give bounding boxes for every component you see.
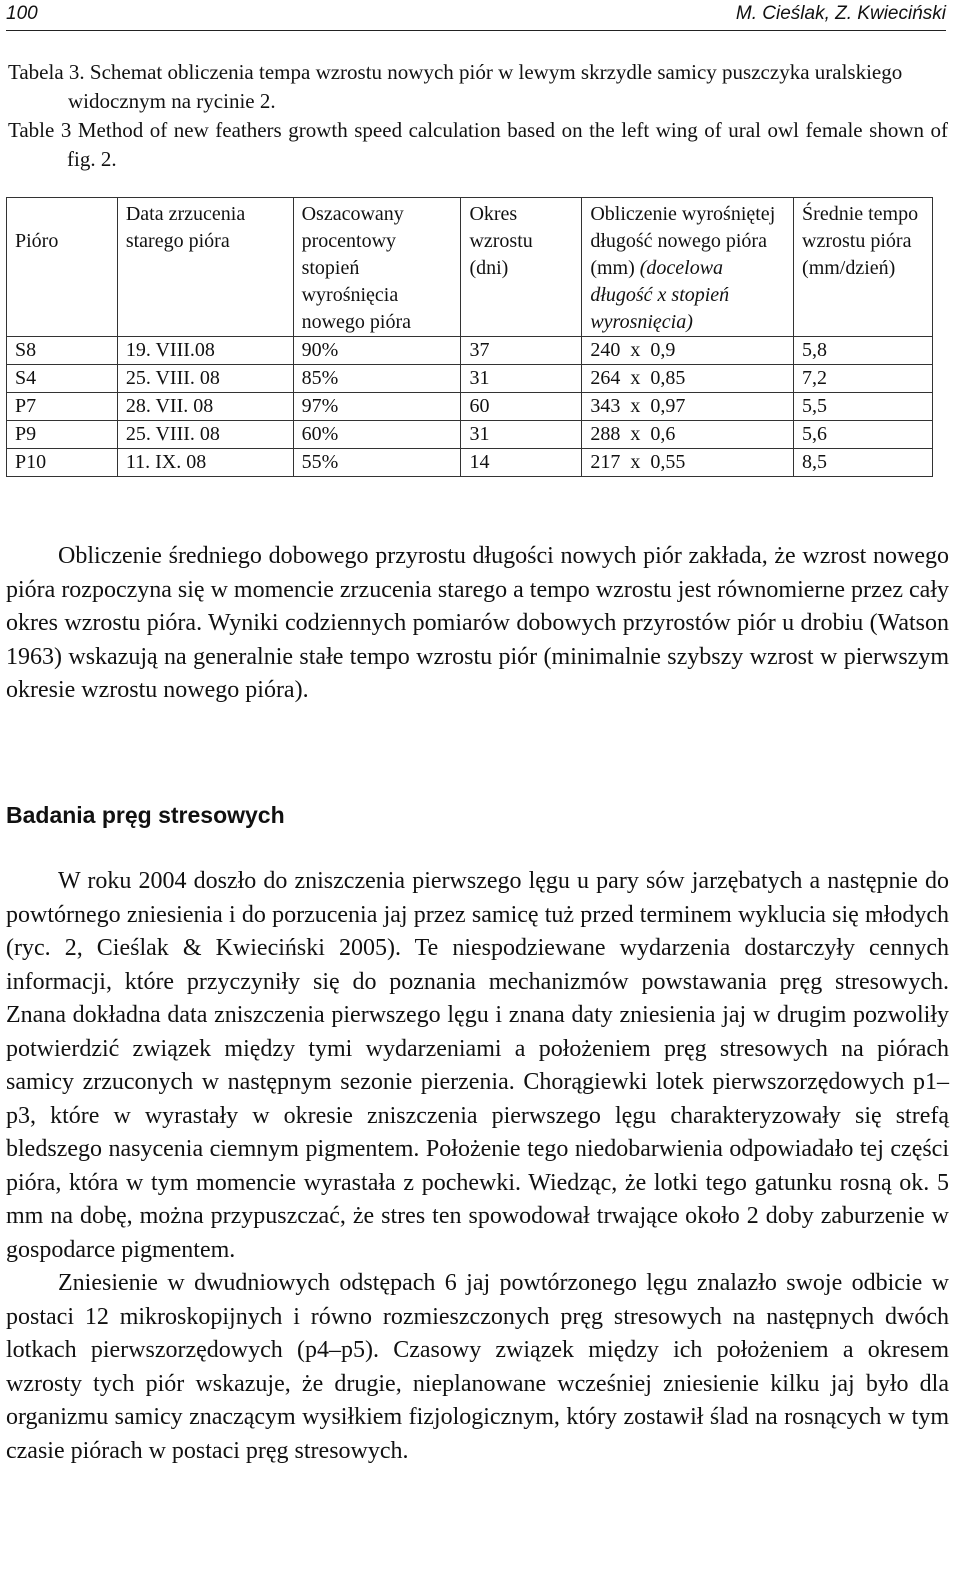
cell-drop-date: 11. IX. 08 — [117, 449, 293, 477]
cell-length-calculation: 240 x 0,9 — [582, 337, 794, 365]
cell-growth-period: 37 — [461, 337, 582, 365]
header-drop-date: Data zrzucenia starego pióra — [117, 198, 293, 337]
table-row — [7, 421, 933, 449]
header-feather: Pióro — [7, 198, 118, 337]
cell-drop-date: 25. VIII. 08 — [117, 421, 293, 449]
header-growth-period: Okres wzrostu (dni) — [461, 198, 582, 337]
cell-estimated-growth: 85% — [293, 365, 461, 393]
cell-length-calculation: 343 x 0,97 — [582, 393, 794, 421]
cell-drop-date: 28. VII. 08 — [117, 393, 293, 421]
header-length-calculation: Obliczenie wyrośniętej długość nowego pióra (mm) (docelowa długość x stopień wyrosnięcia) — [582, 198, 794, 337]
caption-polish: Tabela 3. Schemat obliczenia tempa wzrostu nowych piór w lewym skrzydle samicy puszczyka uralskiego widocznym na rycinie 2. — [8, 60, 903, 113]
cell-drop-date: 19. VIII.08 — [117, 337, 293, 365]
paragraph: Zniesienie w dwudniowych odstępach 6 jaj powtórzonego lęgu znalazło swoje odbicie w postaci 12 mikroskopijnych i równo rozmieszczonych pręg stresowych na następnych dwóch lotkach pierwszorzędowych (p4–p5). Czasowy związek między ich położeniem a okresem wzrosty tych piór wskazuje, że drugie, nieplanowane wcześniej zniesienie kilku jaj było dla organizmu samicy znaczącym wysiłkiem fizjologicznym, który zostawił ślad na rosnących w tym czasie piórach w postaci pręg stresowych. — [6, 1270, 949, 1464]
cell-feather: S4 — [7, 365, 118, 393]
cell-growth-rate: 5,6 — [794, 421, 933, 449]
body-text-block-1 — [6, 540, 949, 708]
cell-growth-period: 31 — [461, 365, 582, 393]
page-number: 100 — [6, 3, 38, 24]
paragraph: W roku 2004 doszło do zniszczenia pierwszego lęgu u pary sów jarzębatych a następnie do powtórnego zniesienia i do porzucenia jaj przez samicę tuż przed terminem wyklucia się młodych (ryc. 2, Cieślak & Kwieciński 2005). Te niespodziewane wydarzenia dostarczyły cennych informacji, które przyczyniły się do poznania mechanizmów powstawania pręg stresowych. Znana dokładna data zniszczenia pierwszego lęgu i znana daty zniesienia jaj w drugim pozwoliły potwierdzić związek między tymi wydarzeniami a położeniem pręg stresowych na piórach samicy zrzuconych w następnym sezonie pierzenia. Chorągiewki lotek pierwszorzędowych p1–p3, które w wyrastały w okresie zniszczenia pierwszego lęgu charakteryzowały się strefą bledszego nasycenia ciemnym pigmentem. Położenie tego niedobarwienia odpowiadało tej części pióra, która w tym momencie wyrastała z pochewki. Wiedząc, że lotki tego gatunku rosną ok. 5 mm na dobę, można przypuszczać, że stres ten spowodował trwające około 2 doby zaburzenie w gospodarce pigmentem. — [6, 868, 949, 1263]
cell-length-calculation: 288 x 0,6 — [582, 421, 794, 449]
cell-length-calculation: 217 x 0,55 — [582, 449, 794, 477]
cell-feather: P10 — [7, 449, 118, 477]
cell-growth-rate: 8,5 — [794, 449, 933, 477]
cell-growth-period: 60 — [461, 393, 582, 421]
table-row — [7, 393, 933, 421]
header-estimated-growth: Oszacowany procentowy stopień wyrośnięcia nowego pióra — [293, 198, 461, 337]
cell-estimated-growth: 60% — [293, 421, 461, 449]
header-growth-rate: Średnie tempo wzrostu pióra (mm/dzień) — [794, 198, 933, 337]
caption-english: Table 3 Method of new feathers growth speed calculation based on the left wing of ural owl female shown of fig. 2. — [8, 118, 948, 171]
cell-drop-date: 25. VIII. 08 — [117, 365, 293, 393]
cell-feather: P7 — [7, 393, 118, 421]
cell-length-calculation: 264 x 0,85 — [582, 365, 794, 393]
cell-estimated-growth: 97% — [293, 393, 461, 421]
cell-growth-period: 14 — [461, 449, 582, 477]
header-calculation-formula: (docelowa długość x stopień wyrosnięcia) — [590, 257, 730, 333]
growth-rate-table — [6, 197, 933, 477]
cell-estimated-growth: 90% — [293, 337, 461, 365]
cell-growth-rate: 7,2 — [794, 365, 933, 393]
body-text-block-2 — [6, 865, 949, 1468]
cell-growth-rate: 5,5 — [794, 393, 933, 421]
table-row — [7, 365, 933, 393]
running-header — [6, 0, 946, 31]
table-row — [7, 337, 933, 365]
cell-feather: P9 — [7, 421, 118, 449]
cell-growth-period: 31 — [461, 421, 582, 449]
running-header-authors: M. Cieślak, Z. Kwieciński — [735, 3, 946, 24]
table-caption — [8, 58, 948, 174]
cell-growth-rate: 5,8 — [794, 337, 933, 365]
table-header-row — [7, 198, 933, 337]
paragraph: Obliczenie średniego dobowego przyrostu długości nowych piór zakłada, że wzrost nowego pióra rozpoczyna się w momencie zrzucenia starego a tempo wzrostu jest równomierne przez cały okres wzrostu pióra. Wyniki codziennych pomiarów dobowych przyrostów piór u drobiu (Watson 1963) wskazują na generalnie stałe tempo wzrostu piór (minimalnie szybszy wzrost w pierwszym okresie wzrostu nowego pióra). — [6, 543, 949, 704]
cell-estimated-growth: 55% — [293, 449, 461, 477]
table-row — [7, 449, 933, 477]
section-heading: Badania pręg stresowych — [6, 802, 285, 828]
cell-feather: S8 — [7, 337, 118, 365]
